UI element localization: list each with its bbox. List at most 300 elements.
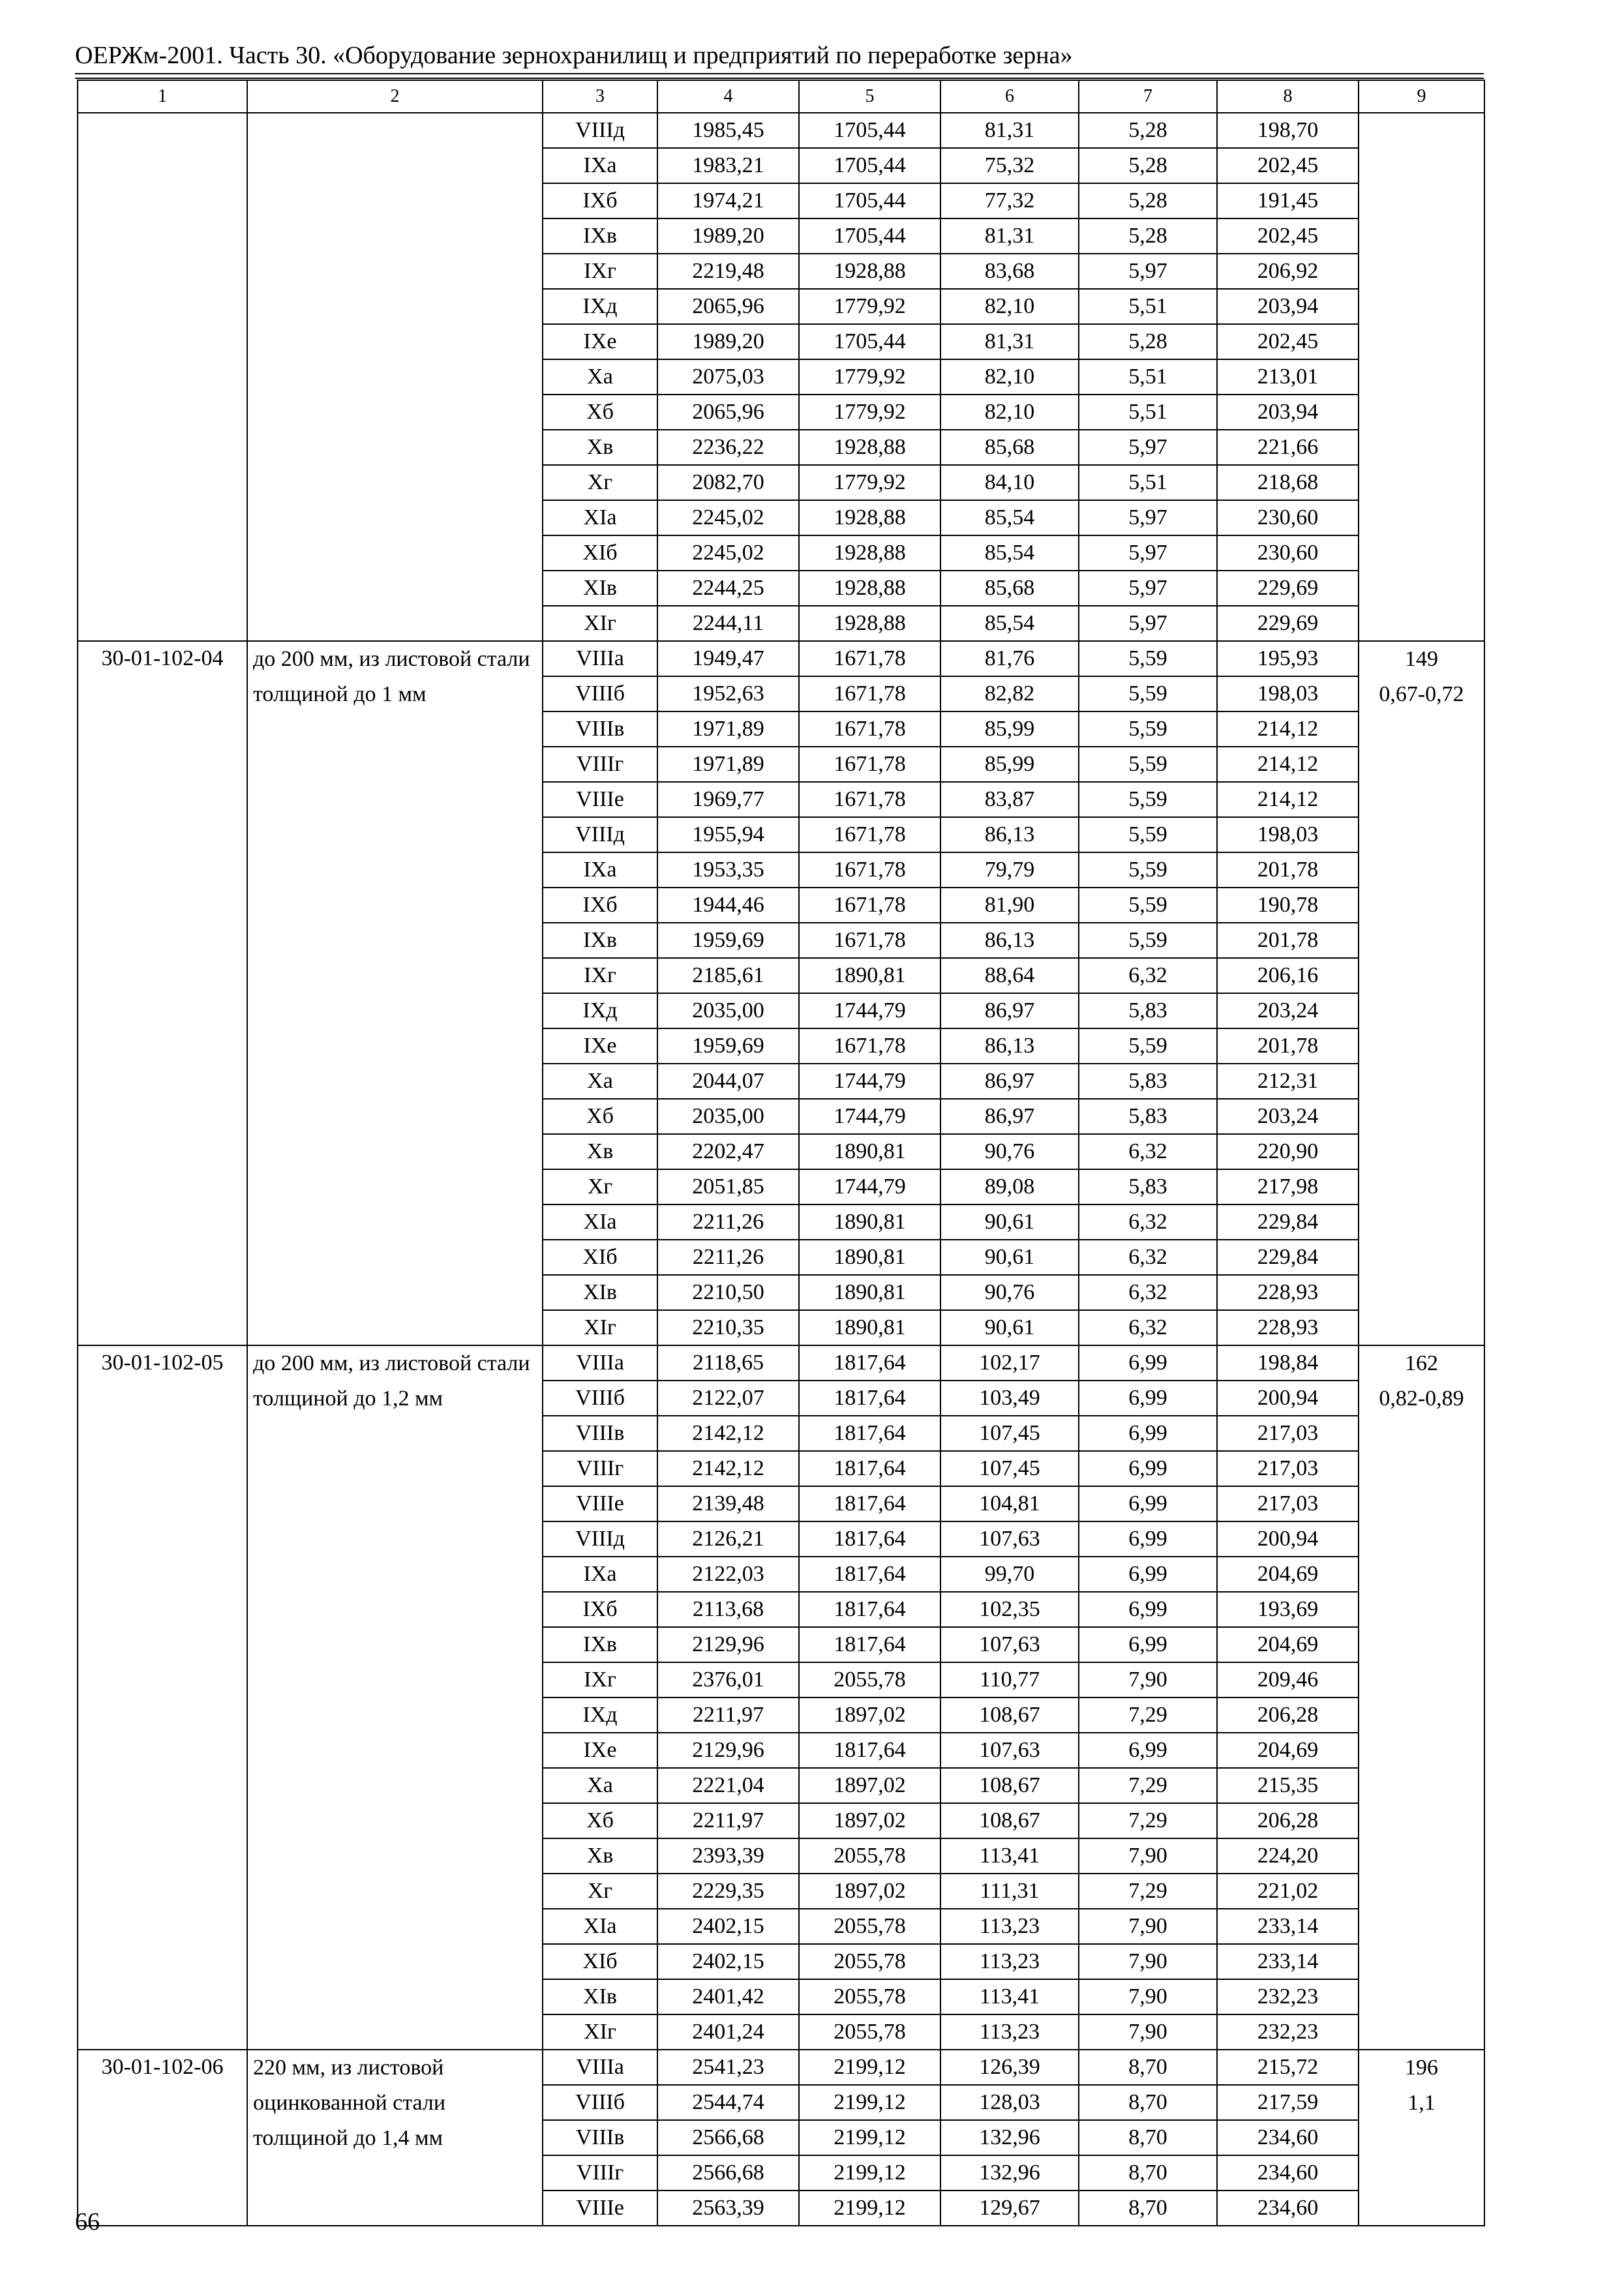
table-cell: XIб (543, 1240, 657, 1275)
table-cell: 1671,78 (799, 782, 940, 817)
table-cell: 1705,44 (799, 183, 940, 218)
table-cell: 201,78 (1217, 923, 1359, 958)
table-cell: 214,12 (1217, 782, 1359, 817)
table-cell: 1705,44 (799, 113, 940, 148)
table-cell: 107,63 (940, 1733, 1079, 1768)
table-cell: 6,32 (1079, 958, 1217, 993)
table-cell: 5,51 (1079, 289, 1217, 324)
table-cell: Xa (543, 1064, 657, 1099)
table-cell: 1671,78 (799, 852, 940, 888)
table-cell: 1705,44 (799, 148, 940, 183)
table-cell: 203,94 (1217, 289, 1359, 324)
table-cell: 85,54 (940, 606, 1079, 641)
table-cell: 6,99 (1079, 1627, 1217, 1662)
table-cell: 107,45 (940, 1451, 1079, 1486)
table-cell: Xв (543, 430, 657, 465)
table-cell: 107,45 (940, 1416, 1079, 1451)
table-cell: 2055,78 (799, 1944, 940, 1979)
table-cell: 2126,21 (657, 1521, 799, 1557)
column-number: 5 (799, 80, 940, 113)
column-number: 3 (543, 80, 657, 113)
table-cell: 7,90 (1079, 1662, 1217, 1698)
table-cell: 2245,02 (657, 500, 799, 535)
table-cell: 85,54 (940, 500, 1079, 535)
rate-extra-value: 0,67-0,72 (1379, 682, 1464, 706)
table-cell: 234,60 (1217, 2191, 1359, 2226)
table-cell: 203,24 (1217, 1099, 1359, 1134)
table-cell: 1897,02 (799, 1874, 940, 1909)
table-cell: 5,28 (1079, 113, 1217, 148)
table-cell: 229,84 (1217, 1204, 1359, 1240)
table-cell: 6,99 (1079, 1557, 1217, 1592)
table-cell: 5,97 (1079, 606, 1217, 641)
table-row (78, 641, 1484, 676)
table-cell: VIIIa (543, 641, 657, 676)
rate-description: 220 мм, из листовой оцинкованной стали толщиной до 1,4 мм (247, 2050, 543, 2226)
table-cell: 1671,78 (799, 747, 940, 782)
table-cell: 2122,07 (657, 1381, 799, 1416)
table-cell: 2044,07 (657, 1064, 799, 1099)
table-cell: 5,51 (1079, 465, 1217, 500)
table-cell: 2563,39 (657, 2191, 799, 2226)
table-cell: XIв (543, 1979, 657, 2014)
table-cell: 7,29 (1079, 1874, 1217, 1909)
table-cell: 107,63 (940, 1521, 1079, 1557)
table-cell: 102,17 (940, 1345, 1079, 1381)
table-cell: XIa (543, 1909, 657, 1944)
table-cell: 217,59 (1217, 2085, 1359, 2120)
table-cell: 5,59 (1079, 923, 1217, 958)
table-cell: 1897,02 (799, 1698, 940, 1733)
table-cell: 2566,68 (657, 2120, 799, 2155)
table-cell: 5,59 (1079, 711, 1217, 747)
table-cell: 1890,81 (799, 1275, 940, 1310)
table-cell: 5,59 (1079, 852, 1217, 888)
table-cell: 230,60 (1217, 535, 1359, 571)
table-cell: 198,84 (1217, 1345, 1359, 1381)
table-cell: 1671,78 (799, 676, 940, 711)
table-cell: 1817,64 (799, 1733, 940, 1768)
table-cell: 90,61 (940, 1310, 1079, 1345)
table-cell: 132,96 (940, 2155, 1079, 2191)
table-cell: 1671,78 (799, 817, 940, 852)
table-cell: 1953,35 (657, 852, 799, 888)
table-cell: VIIIб (543, 1381, 657, 1416)
table-cell: 2113,68 (657, 1592, 799, 1627)
table-cell: 2211,26 (657, 1240, 799, 1275)
table-cell: 6,99 (1079, 1416, 1217, 1451)
rate-code: 30-01-102-04 (78, 641, 247, 1345)
table-cell: 6,32 (1079, 1134, 1217, 1169)
column-number: 8 (1217, 80, 1359, 113)
table-cell: 90,76 (940, 1275, 1079, 1310)
table-cell: 85,68 (940, 571, 1079, 606)
table-cell: 1779,92 (799, 395, 940, 430)
table-cell: XIв (543, 1275, 657, 1310)
table-cell: 5,28 (1079, 148, 1217, 183)
table-cell: 6,99 (1079, 1733, 1217, 1768)
table-cell: 90,61 (940, 1240, 1079, 1275)
column-number: 7 (1079, 80, 1217, 113)
page-header: ОЕРЖм-2001. Часть 30. «Оборудование зернохранилищ и предприятий по переработке зерна» (75, 42, 1073, 69)
table-cell: 1671,78 (799, 888, 940, 923)
table-cell: XIг (543, 2014, 657, 2050)
table-cell: 201,78 (1217, 852, 1359, 888)
table-cell: 202,45 (1217, 218, 1359, 254)
table-cell: 191,45 (1217, 183, 1359, 218)
table-cell: VIIIд (543, 113, 657, 148)
column-number-row (78, 80, 1484, 113)
table-cell: 220,90 (1217, 1134, 1359, 1169)
table-cell: 5,97 (1079, 500, 1217, 535)
table-cell: 228,93 (1217, 1310, 1359, 1345)
table-cell: 79,79 (940, 852, 1079, 888)
page-number: 66 (75, 2208, 100, 2236)
table-cell: 212,31 (1217, 1064, 1359, 1099)
table-cell: VIIIг (543, 2155, 657, 2191)
table-cell: 5,28 (1079, 218, 1217, 254)
table-cell: 1744,79 (799, 1169, 940, 1204)
table-cell: 214,12 (1217, 711, 1359, 747)
table-cell: 2219,48 (657, 254, 799, 289)
table-cell: 2199,12 (799, 2191, 940, 2226)
table-cell: 1890,81 (799, 1240, 940, 1275)
table-cell: 2065,96 (657, 289, 799, 324)
table-cell: 1928,88 (799, 500, 940, 535)
rate-code (78, 113, 247, 641)
table-cell: IXг (543, 958, 657, 993)
table-cell: 204,69 (1217, 1627, 1359, 1662)
table-cell: 1671,78 (799, 1028, 940, 1064)
table-cell: 190,78 (1217, 888, 1359, 923)
column-number: 1 (78, 80, 247, 113)
table-cell: 6,32 (1079, 1240, 1217, 1275)
table-cell: 5,59 (1079, 1028, 1217, 1064)
rate-extra-value: 0,82-0,89 (1379, 1386, 1464, 1411)
table-cell: 2402,15 (657, 1909, 799, 1944)
table-cell: 1959,69 (657, 923, 799, 958)
table-cell: 7,29 (1079, 1803, 1217, 1838)
table-cell: 1705,44 (799, 324, 940, 359)
table-cell: 2211,26 (657, 1204, 799, 1240)
table-cell: Xб (543, 395, 657, 430)
table-cell: VIIIa (543, 1345, 657, 1381)
table-cell: 88,64 (940, 958, 1079, 993)
table-cell: VIIIг (543, 1451, 657, 1486)
rate-extra (1359, 1345, 1484, 2050)
table-cell: 128,03 (940, 2085, 1079, 2120)
table-cell: 113,23 (940, 2014, 1079, 2050)
table-cell: 81,76 (940, 641, 1079, 676)
table-cell: VIIIб (543, 2085, 657, 2120)
table-cell: 2211,97 (657, 1803, 799, 1838)
table-cell: Xв (543, 1838, 657, 1874)
table-cell: VIIIд (543, 1521, 657, 1557)
table-cell: 113,41 (940, 1979, 1079, 2014)
table-cell: 82,82 (940, 676, 1079, 711)
table-cell: XIг (543, 606, 657, 641)
table-cell: 86,97 (940, 1099, 1079, 1134)
table-cell: 5,83 (1079, 993, 1217, 1028)
table-cell: 1983,21 (657, 148, 799, 183)
rate-extra-value: 162 (1405, 1351, 1438, 1375)
table-cell: 83,68 (940, 254, 1079, 289)
table-row (78, 113, 1484, 148)
table-cell: 230,60 (1217, 500, 1359, 535)
table-row (78, 1345, 1484, 1381)
table-cell: 232,23 (1217, 2014, 1359, 2050)
table-cell: 1928,88 (799, 430, 940, 465)
table-cell: 5,97 (1079, 254, 1217, 289)
table-cell: IXe (543, 1028, 657, 1064)
table-cell: 2245,02 (657, 535, 799, 571)
table-cell: 103,49 (940, 1381, 1079, 1416)
table-cell: 7,29 (1079, 1698, 1217, 1733)
table-cell: 81,31 (940, 113, 1079, 148)
table-cell: 1817,64 (799, 1381, 940, 1416)
table-cell: 1817,64 (799, 1592, 940, 1627)
table-cell: 7,90 (1079, 1979, 1217, 2014)
table-cell: Xг (543, 465, 657, 500)
table-cell: 1971,89 (657, 747, 799, 782)
table-cell: 81,31 (940, 324, 1079, 359)
table-cell: 206,28 (1217, 1803, 1359, 1838)
table-cell: 2065,96 (657, 395, 799, 430)
table-cell: 2401,42 (657, 1979, 799, 2014)
table-cell: 5,59 (1079, 817, 1217, 852)
table-cell: 8,70 (1079, 2050, 1217, 2085)
table-cell: 1744,79 (799, 1064, 940, 1099)
table-cell: 1989,20 (657, 324, 799, 359)
table-cell: 2199,12 (799, 2085, 940, 2120)
table-cell: VIIIe (543, 1486, 657, 1521)
table-cell: 6,32 (1079, 1275, 1217, 1310)
table-cell: 86,97 (940, 993, 1079, 1028)
table-cell: 6,99 (1079, 1451, 1217, 1486)
table-cell: 1890,81 (799, 1134, 940, 1169)
table-cell: 2199,12 (799, 2155, 940, 2191)
table-cell: 7,90 (1079, 2014, 1217, 2050)
table-cell: 233,14 (1217, 1909, 1359, 1944)
table-cell: 200,94 (1217, 1521, 1359, 1557)
table-cell: 204,69 (1217, 1557, 1359, 1592)
table-cell: 1744,79 (799, 993, 940, 1028)
table-cell: 215,72 (1217, 2050, 1359, 2085)
table-cell: 7,90 (1079, 1909, 1217, 1944)
table-cell: 2055,78 (799, 1979, 940, 2014)
table-cell: VIIIв (543, 711, 657, 747)
table-cell: XIб (543, 1944, 657, 1979)
table-cell: 1985,45 (657, 113, 799, 148)
table-cell: 1971,89 (657, 711, 799, 747)
table-cell: 1897,02 (799, 1803, 940, 1838)
table-cell: 7,29 (1079, 1768, 1217, 1803)
column-number: 9 (1359, 80, 1484, 113)
table-cell: 213,01 (1217, 359, 1359, 395)
table-cell: 5,59 (1079, 676, 1217, 711)
rates-table (77, 80, 1485, 2226)
table-cell: IXд (543, 993, 657, 1028)
table-cell: 1671,78 (799, 711, 940, 747)
table-cell: IXв (543, 218, 657, 254)
table-cell: 7,90 (1079, 1944, 1217, 1979)
rate-extra (1359, 2050, 1484, 2226)
table-cell: 209,46 (1217, 1662, 1359, 1698)
table-cell: 198,03 (1217, 676, 1359, 711)
table-cell: 1952,63 (657, 676, 799, 711)
table-cell: VIIIб (543, 676, 657, 711)
table-cell: 86,97 (940, 1064, 1079, 1099)
table-cell: 113,23 (940, 1909, 1079, 1944)
table-cell: 2402,15 (657, 1944, 799, 1979)
table-cell: 206,28 (1217, 1698, 1359, 1733)
table-cell: 1928,88 (799, 606, 940, 641)
table-cell: 1779,92 (799, 465, 940, 500)
table-cell: 1817,64 (799, 1486, 940, 1521)
table-cell: 217,03 (1217, 1486, 1359, 1521)
table-cell: 1974,21 (657, 183, 799, 218)
table-cell: 2055,78 (799, 1662, 940, 1698)
table-cell: 8,70 (1079, 2120, 1217, 2155)
table-cell: 2139,48 (657, 1486, 799, 1521)
table-cell: 1890,81 (799, 958, 940, 993)
table-cell: IXв (543, 1627, 657, 1662)
table-cell: 1779,92 (799, 289, 940, 324)
table-cell: 2210,50 (657, 1275, 799, 1310)
table-cell: 108,67 (940, 1768, 1079, 1803)
table-cell: 2051,85 (657, 1169, 799, 1204)
table-cell: 85,54 (940, 535, 1079, 571)
table-cell: 218,68 (1217, 465, 1359, 500)
table-cell: 5,59 (1079, 888, 1217, 923)
table-cell: 2202,47 (657, 1134, 799, 1169)
table-cell: 1744,79 (799, 1099, 940, 1134)
table-cell: 102,35 (940, 1592, 1079, 1627)
table-cell: 5,59 (1079, 782, 1217, 817)
table-cell: 1928,88 (799, 571, 940, 606)
table-cell: 2199,12 (799, 2120, 940, 2155)
table-cell: 203,24 (1217, 993, 1359, 1028)
table-cell: 85,99 (940, 747, 1079, 782)
rate-description: до 200 мм, из листовой стали толщиной до 1,2 мм (247, 1345, 543, 2050)
table-cell: 6,99 (1079, 1521, 1217, 1557)
column-number: 2 (247, 80, 543, 113)
table-cell: XIa (543, 1204, 657, 1240)
table-cell: 1817,64 (799, 1557, 940, 1592)
table-cell: 5,83 (1079, 1169, 1217, 1204)
table-cell: 5,51 (1079, 395, 1217, 430)
rate-code: 30-01-102-06 (78, 2050, 247, 2226)
table-cell: 203,94 (1217, 395, 1359, 430)
table-cell: 6,99 (1079, 1486, 1217, 1521)
table-cell: 1817,64 (799, 1345, 940, 1381)
table-cell: IXa (543, 852, 657, 888)
table-cell: 7,90 (1079, 1838, 1217, 1874)
table-cell: 6,99 (1079, 1345, 1217, 1381)
table-cell: 204,69 (1217, 1733, 1359, 1768)
table-cell: 108,67 (940, 1698, 1079, 1733)
rate-description: до 200 мм, из листовой стали толщиной до 1 мм (247, 641, 543, 1345)
table-cell: 2244,11 (657, 606, 799, 641)
table-cell: 193,69 (1217, 1592, 1359, 1627)
table-cell: 206,16 (1217, 958, 1359, 993)
table-cell: 113,41 (940, 1838, 1079, 1874)
table-cell: 89,08 (940, 1169, 1079, 1204)
table-cell: 86,13 (940, 817, 1079, 852)
table-cell: 233,14 (1217, 1944, 1359, 1979)
table-cell: 2122,03 (657, 1557, 799, 1592)
table-cell: 195,93 (1217, 641, 1359, 676)
table-cell: Xг (543, 1169, 657, 1204)
table-cell: 217,03 (1217, 1416, 1359, 1451)
table-cell: 108,67 (940, 1803, 1079, 1838)
table-cell: Xa (543, 359, 657, 395)
table-cell: 2035,00 (657, 993, 799, 1028)
table-cell: VIIIг (543, 747, 657, 782)
table-cell: 1779,92 (799, 359, 940, 395)
table-cell: 217,98 (1217, 1169, 1359, 1204)
table-cell: 1959,69 (657, 1028, 799, 1064)
table-cell: VIIIe (543, 2191, 657, 2226)
table-cell: IXa (543, 148, 657, 183)
table-cell: 234,60 (1217, 2155, 1359, 2191)
table-cell: IXб (543, 183, 657, 218)
table-cell: 81,31 (940, 218, 1079, 254)
table-cell: 99,70 (940, 1557, 1079, 1592)
table-cell: VIIIв (543, 2120, 657, 2155)
table-cell: 1928,88 (799, 535, 940, 571)
table-cell: 2129,96 (657, 1627, 799, 1662)
table-cell: 90,61 (940, 1204, 1079, 1240)
table-cell: 90,76 (940, 1134, 1079, 1169)
table-cell: 104,81 (940, 1486, 1079, 1521)
table-cell: 1897,02 (799, 1768, 940, 1803)
table-cell: 1817,64 (799, 1627, 940, 1662)
table-cell: 1890,81 (799, 1204, 940, 1240)
column-number: 4 (657, 80, 799, 113)
table-cell: VIIIa (543, 2050, 657, 2085)
table-cell: 113,23 (940, 1944, 1079, 1979)
table-cell: 229,84 (1217, 1240, 1359, 1275)
table-cell: 2055,78 (799, 1838, 940, 1874)
table-cell: 5,28 (1079, 183, 1217, 218)
table-cell: 1989,20 (657, 218, 799, 254)
table-cell: Xa (543, 1768, 657, 1803)
table-cell: 8,70 (1079, 2155, 1217, 2191)
table-cell: 5,51 (1079, 359, 1217, 395)
table-cell: 129,67 (940, 2191, 1079, 2226)
table-cell: 2118,65 (657, 1345, 799, 1381)
table-cell: 5,97 (1079, 430, 1217, 465)
table-cell: 84,10 (940, 465, 1079, 500)
rate-extra (1359, 113, 1484, 641)
table-cell: 6,32 (1079, 1310, 1217, 1345)
rate-extra (1359, 641, 1484, 1345)
table-cell: 5,83 (1079, 1064, 1217, 1099)
table-cell: 198,70 (1217, 113, 1359, 148)
table-cell: VIIIe (543, 782, 657, 817)
table-cell: 6,32 (1079, 1204, 1217, 1240)
table-cell: 1817,64 (799, 1416, 940, 1451)
table-cell: 228,93 (1217, 1275, 1359, 1310)
table-cell: 2185,61 (657, 958, 799, 993)
rate-extra-value: 1,1 (1407, 2091, 1436, 2115)
table-cell: IXб (543, 888, 657, 923)
table-cell: 2129,96 (657, 1733, 799, 1768)
table-cell: 1944,46 (657, 888, 799, 923)
table-cell: 2544,74 (657, 2085, 799, 2120)
table-cell: 81,90 (940, 888, 1079, 923)
